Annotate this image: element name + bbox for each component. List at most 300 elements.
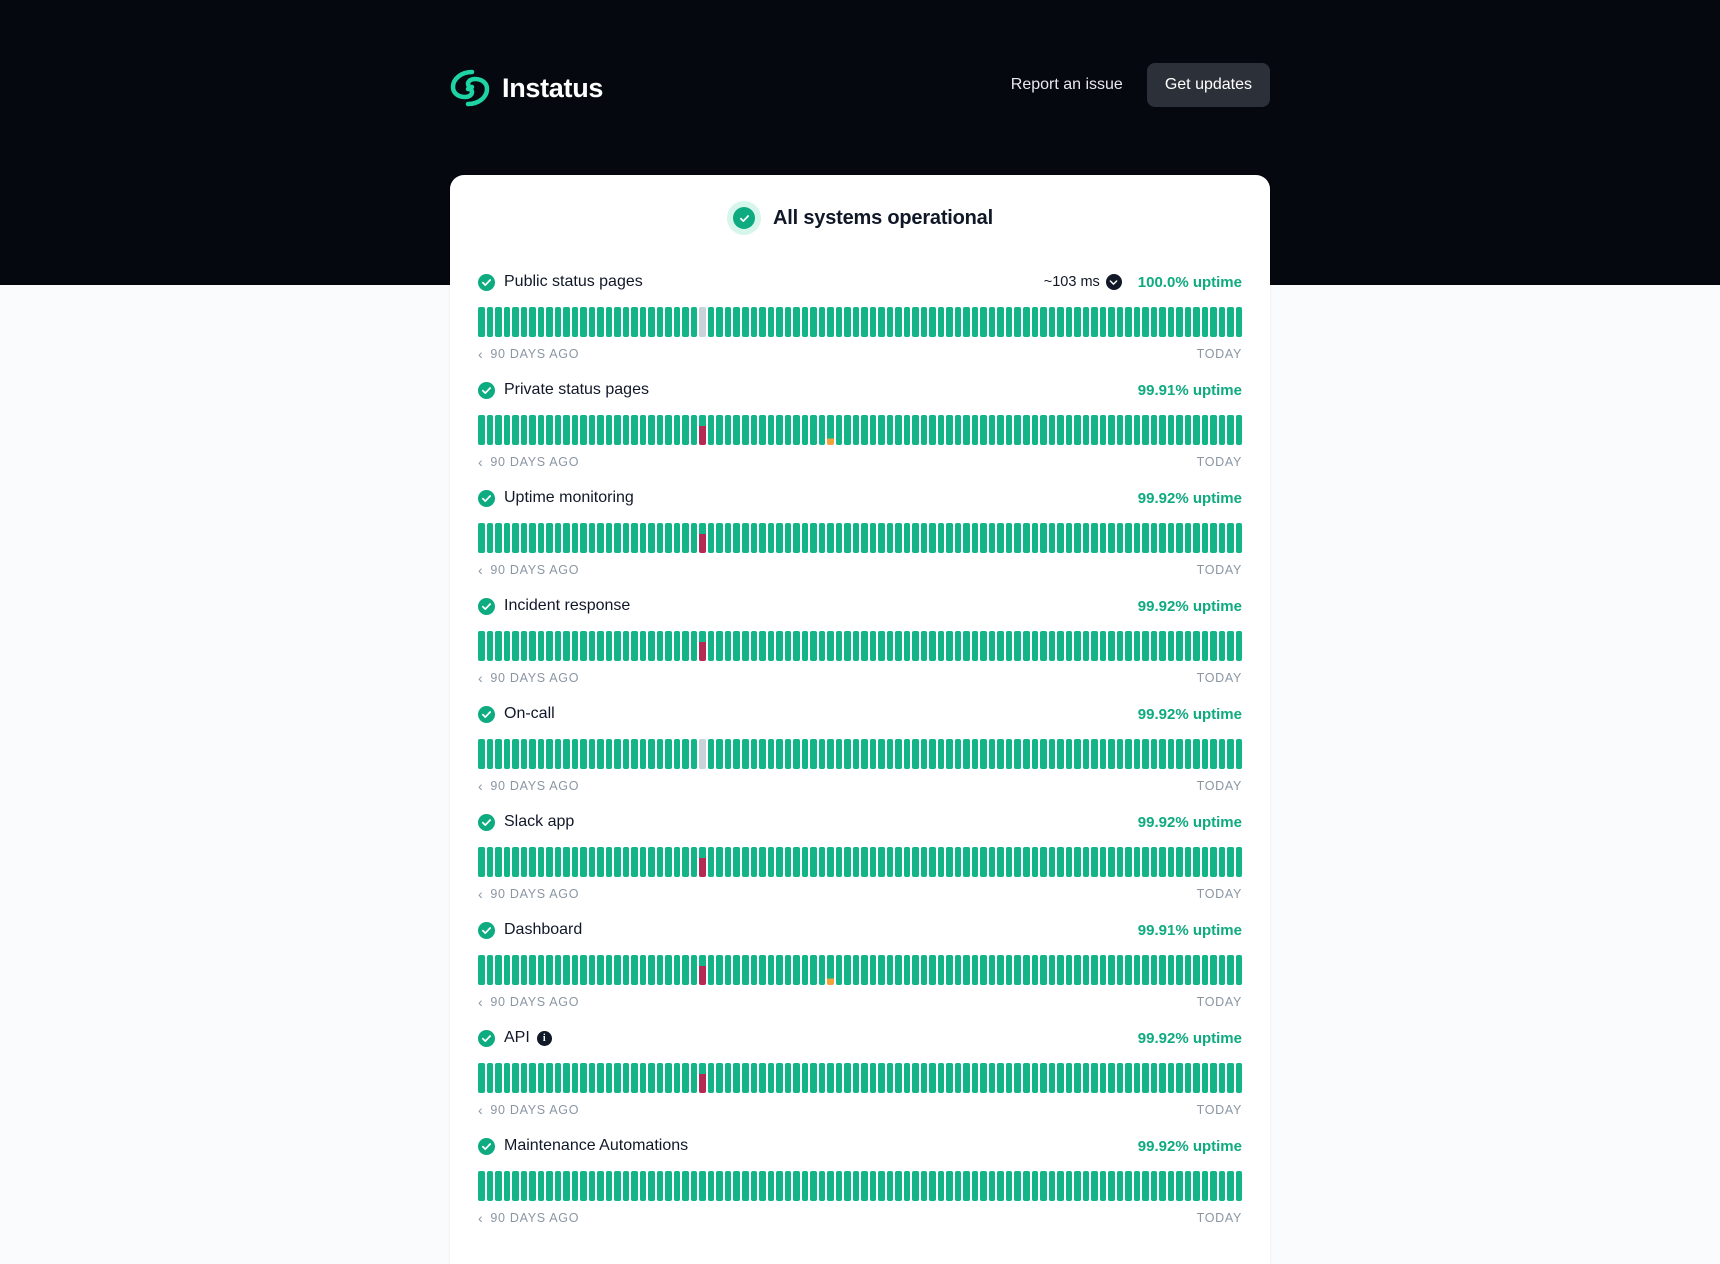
uptime-bar[interactable] — [1057, 955, 1064, 985]
uptime-bar[interactable] — [776, 523, 783, 553]
uptime-bar[interactable] — [819, 955, 826, 985]
uptime-bar[interactable] — [759, 1063, 766, 1093]
uptime-bar[interactable] — [1032, 1063, 1039, 1093]
uptime-bar[interactable] — [751, 1063, 758, 1093]
uptime-bar[interactable] — [751, 1171, 758, 1201]
uptime-bar[interactable] — [1125, 1063, 1132, 1093]
uptime-bar[interactable] — [1117, 307, 1124, 337]
uptime-bar[interactable] — [1032, 847, 1039, 877]
uptime-bar[interactable] — [861, 955, 868, 985]
uptime-bar[interactable] — [589, 847, 596, 877]
uptime-bar[interactable] — [819, 523, 826, 553]
uptime-bar[interactable] — [478, 1171, 485, 1201]
uptime-bar[interactable] — [1057, 847, 1064, 877]
uptime-bar[interactable] — [1057, 307, 1064, 337]
uptime-bar[interactable] — [614, 415, 621, 445]
uptime-bar[interactable] — [1091, 1171, 1098, 1201]
uptime-bar[interactable] — [1100, 1171, 1107, 1201]
uptime-bar[interactable] — [538, 1063, 545, 1093]
uptime-bar[interactable] — [1032, 415, 1039, 445]
uptime-bar[interactable] — [938, 955, 945, 985]
uptime-bar[interactable] — [1193, 955, 1200, 985]
uptime-bar[interactable] — [742, 631, 749, 661]
uptime-bar[interactable] — [648, 1171, 655, 1201]
uptime-bar[interactable] — [1193, 415, 1200, 445]
uptime-bar[interactable] — [1227, 739, 1234, 769]
uptime-bar[interactable] — [1151, 847, 1158, 877]
uptime-bar[interactable] — [495, 739, 502, 769]
uptime-bar[interactable] — [1159, 739, 1166, 769]
uptime-bar[interactable] — [674, 415, 681, 445]
uptime-bar[interactable] — [487, 631, 494, 661]
uptime-bar[interactable] — [938, 847, 945, 877]
uptime-bar[interactable] — [699, 955, 706, 985]
uptime-bar[interactable] — [810, 415, 817, 445]
uptime-bar[interactable] — [980, 955, 987, 985]
uptime-bar[interactable] — [1074, 415, 1081, 445]
uptime-bar[interactable] — [529, 631, 536, 661]
uptime-bar[interactable] — [912, 1063, 919, 1093]
uptime-bar[interactable] — [751, 631, 758, 661]
uptime-bar[interactable] — [997, 739, 1004, 769]
uptime-bar[interactable] — [878, 415, 885, 445]
uptime-bar[interactable] — [487, 739, 494, 769]
uptime-bar[interactable] — [495, 631, 502, 661]
uptime-bar[interactable] — [989, 631, 996, 661]
uptime-bar[interactable] — [853, 847, 860, 877]
uptime-bar[interactable] — [972, 1171, 979, 1201]
uptime-bar[interactable] — [1117, 847, 1124, 877]
uptime-bar[interactable] — [1159, 955, 1166, 985]
uptime-bar[interactable] — [648, 847, 655, 877]
uptime-bar[interactable] — [980, 415, 987, 445]
uptime-bar[interactable] — [1142, 307, 1149, 337]
uptime-bar[interactable] — [810, 631, 817, 661]
uptime-bar[interactable] — [682, 739, 689, 769]
chevron-left-icon[interactable]: ‹ — [478, 454, 484, 470]
uptime-bar[interactable] — [1176, 847, 1183, 877]
uptime-bar[interactable] — [844, 523, 851, 553]
uptime-bar[interactable] — [606, 955, 613, 985]
uptime-bar[interactable] — [742, 307, 749, 337]
uptime-bar[interactable] — [819, 847, 826, 877]
uptime-bar[interactable] — [963, 307, 970, 337]
uptime-bar[interactable] — [1014, 739, 1021, 769]
uptime-bar[interactable] — [1014, 307, 1021, 337]
uptime-bar[interactable] — [648, 631, 655, 661]
uptime-bar[interactable] — [742, 847, 749, 877]
uptime-bar[interactable] — [1014, 631, 1021, 661]
uptime-bar[interactable] — [1091, 307, 1098, 337]
uptime-bar[interactable] — [555, 631, 562, 661]
uptime-bar[interactable] — [1066, 631, 1073, 661]
uptime-bar[interactable] — [1074, 307, 1081, 337]
uptime-bar[interactable] — [716, 847, 723, 877]
uptime-bar[interactable] — [1168, 847, 1175, 877]
uptime-bar[interactable] — [1202, 523, 1209, 553]
uptime-bar[interactable] — [1049, 847, 1056, 877]
uptime-bar[interactable] — [776, 847, 783, 877]
uptime-bar[interactable] — [887, 739, 894, 769]
uptime-bar[interactable] — [674, 631, 681, 661]
uptime-bar[interactable] — [878, 307, 885, 337]
uptime-bar[interactable] — [631, 631, 638, 661]
uptime-bar[interactable] — [699, 1063, 706, 1093]
uptime-bar[interactable] — [997, 1171, 1004, 1201]
uptime-bar[interactable] — [921, 415, 928, 445]
uptime-bar[interactable] — [785, 847, 792, 877]
uptime-bar[interactable] — [614, 1171, 621, 1201]
uptime-bar[interactable] — [648, 1063, 655, 1093]
chevron-down-icon[interactable] — [1106, 274, 1122, 290]
uptime-bar[interactable] — [861, 1171, 868, 1201]
uptime-bar[interactable] — [878, 523, 885, 553]
uptime-bar[interactable] — [1074, 523, 1081, 553]
uptime-bar[interactable] — [665, 1063, 672, 1093]
uptime-bar[interactable] — [793, 307, 800, 337]
uptime-bar[interactable] — [946, 739, 953, 769]
uptime-bar[interactable] — [1023, 631, 1030, 661]
uptime-bar[interactable] — [538, 1171, 545, 1201]
uptime-bar[interactable] — [1023, 415, 1030, 445]
uptime-bar[interactable] — [1100, 415, 1107, 445]
uptime-bar[interactable] — [980, 523, 987, 553]
uptime-bar[interactable] — [1117, 415, 1124, 445]
uptime-bar[interactable] — [810, 523, 817, 553]
uptime-bar[interactable] — [1134, 523, 1141, 553]
uptime-bar[interactable] — [904, 523, 911, 553]
uptime-bar[interactable] — [861, 847, 868, 877]
uptime-bar[interactable] — [802, 1063, 809, 1093]
uptime-bar[interactable] — [1151, 1171, 1158, 1201]
uptime-bar[interactable] — [657, 307, 664, 337]
uptime-bar[interactable] — [802, 739, 809, 769]
uptime-bar[interactable] — [912, 955, 919, 985]
uptime-bar[interactable] — [972, 955, 979, 985]
uptime-bar[interactable] — [716, 739, 723, 769]
uptime-bar[interactable] — [1227, 631, 1234, 661]
uptime-bar[interactable] — [640, 847, 647, 877]
uptime-bar[interactable] — [1117, 631, 1124, 661]
uptime-bar[interactable] — [504, 307, 511, 337]
uptime-bar[interactable] — [955, 631, 962, 661]
uptime-bar[interactable] — [785, 955, 792, 985]
uptime-bar[interactable] — [980, 1171, 987, 1201]
uptime-bar[interactable] — [1159, 523, 1166, 553]
uptime-bar[interactable] — [1023, 1063, 1030, 1093]
uptime-bar[interactable] — [844, 1063, 851, 1093]
uptime-bar[interactable] — [751, 415, 758, 445]
uptime-bar[interactable] — [580, 415, 587, 445]
uptime-bar[interactable] — [1202, 1171, 1209, 1201]
uptime-bar[interactable] — [751, 523, 758, 553]
uptime-bar[interactable] — [631, 1063, 638, 1093]
uptime-bar[interactable] — [827, 415, 834, 445]
uptime-bar[interactable] — [691, 1063, 698, 1093]
uptime-bar[interactable] — [478, 1063, 485, 1093]
uptime-bar[interactable] — [759, 631, 766, 661]
uptime-bar[interactable] — [1049, 1171, 1056, 1201]
uptime-bar[interactable] — [887, 847, 894, 877]
uptime-bar[interactable] — [929, 847, 936, 877]
uptime-bar[interactable] — [623, 955, 630, 985]
uptime-bar[interactable] — [1159, 631, 1166, 661]
uptime-bar[interactable] — [887, 955, 894, 985]
uptime-bar[interactable] — [802, 1171, 809, 1201]
uptime-bar[interactable] — [895, 1171, 902, 1201]
uptime-bar[interactable] — [665, 739, 672, 769]
uptime-bar[interactable] — [1006, 307, 1013, 337]
uptime-bar[interactable] — [1193, 739, 1200, 769]
uptime-bar[interactable] — [725, 1063, 732, 1093]
uptime-bar[interactable] — [759, 415, 766, 445]
uptime-bar[interactable] — [725, 307, 732, 337]
uptime-bar[interactable] — [495, 307, 502, 337]
uptime-bar[interactable] — [1066, 847, 1073, 877]
uptime-bar[interactable] — [725, 415, 732, 445]
uptime-bar[interactable] — [1091, 1063, 1098, 1093]
chevron-left-icon[interactable]: ‹ — [478, 346, 484, 362]
uptime-bar[interactable] — [478, 955, 485, 985]
uptime-bar[interactable] — [768, 955, 775, 985]
uptime-bar[interactable] — [1074, 847, 1081, 877]
uptime-bar[interactable] — [861, 631, 868, 661]
uptime-bar[interactable] — [836, 631, 843, 661]
uptime-bar[interactable] — [691, 415, 698, 445]
uptime-bar[interactable] — [1049, 631, 1056, 661]
uptime-bar[interactable] — [1057, 1063, 1064, 1093]
uptime-bar[interactable] — [870, 847, 877, 877]
uptime-bar[interactable] — [699, 523, 706, 553]
uptime-bar[interactable] — [1014, 955, 1021, 985]
uptime-bar[interactable] — [487, 847, 494, 877]
uptime-bar[interactable] — [1151, 1063, 1158, 1093]
uptime-bar[interactable] — [972, 1063, 979, 1093]
uptime-bar[interactable] — [512, 415, 519, 445]
uptime-bar[interactable] — [1176, 955, 1183, 985]
uptime-bar[interactable] — [572, 955, 579, 985]
uptime-bar[interactable] — [1108, 523, 1115, 553]
uptime-bar[interactable] — [1125, 955, 1132, 985]
uptime-bar[interactable] — [870, 415, 877, 445]
uptime-bar[interactable] — [1006, 1171, 1013, 1201]
uptime-bar[interactable] — [1108, 415, 1115, 445]
uptime-bar[interactable] — [708, 1063, 715, 1093]
uptime-bar[interactable] — [1057, 523, 1064, 553]
uptime-bar[interactable] — [1040, 415, 1047, 445]
uptime-bar[interactable] — [1083, 1171, 1090, 1201]
uptime-bar[interactable] — [1040, 631, 1047, 661]
uptime-bar[interactable] — [768, 1171, 775, 1201]
uptime-bar[interactable] — [904, 847, 911, 877]
uptime-bar[interactable] — [699, 1171, 706, 1201]
uptime-bar[interactable] — [546, 1171, 553, 1201]
uptime-bar[interactable] — [1134, 1171, 1141, 1201]
uptime-bar[interactable] — [844, 415, 851, 445]
uptime-bar[interactable] — [1023, 955, 1030, 985]
uptime-bar[interactable] — [827, 1063, 834, 1093]
uptime-bar[interactable] — [1227, 847, 1234, 877]
uptime-bar[interactable] — [665, 1171, 672, 1201]
uptime-bar[interactable] — [878, 631, 885, 661]
uptime-bar[interactable] — [640, 631, 647, 661]
uptime-bar[interactable] — [504, 739, 511, 769]
uptime-bar[interactable] — [870, 955, 877, 985]
uptime-bar[interactable] — [1236, 847, 1243, 877]
uptime-bar[interactable] — [631, 739, 638, 769]
uptime-bar[interactable] — [759, 955, 766, 985]
uptime-bar[interactable] — [793, 739, 800, 769]
uptime-bar[interactable] — [989, 307, 996, 337]
uptime-bar[interactable] — [487, 307, 494, 337]
uptime-bar[interactable] — [1125, 307, 1132, 337]
uptime-bar[interactable] — [819, 739, 826, 769]
uptime-bar[interactable] — [768, 631, 775, 661]
uptime-bar[interactable] — [1168, 1171, 1175, 1201]
uptime-bar[interactable] — [1032, 307, 1039, 337]
uptime-bar[interactable] — [1193, 1063, 1200, 1093]
uptime-bar[interactable] — [1108, 1063, 1115, 1093]
uptime-bar[interactable] — [810, 847, 817, 877]
uptime-bar[interactable] — [699, 739, 706, 769]
uptime-bar[interactable] — [1091, 415, 1098, 445]
uptime-bar[interactable] — [1023, 739, 1030, 769]
uptime-bar[interactable] — [1219, 847, 1226, 877]
chevron-left-icon[interactable]: ‹ — [478, 1210, 484, 1226]
uptime-bar[interactable] — [521, 631, 528, 661]
uptime-bar[interactable] — [1236, 631, 1243, 661]
uptime-bar[interactable] — [963, 631, 970, 661]
uptime-bar[interactable] — [1193, 1171, 1200, 1201]
uptime-bar[interactable] — [1236, 523, 1243, 553]
uptime-bar[interactable] — [1049, 1063, 1056, 1093]
uptime-bar[interactable] — [946, 1171, 953, 1201]
uptime-bar[interactable] — [963, 739, 970, 769]
uptime-bar[interactable] — [785, 523, 792, 553]
uptime-bar[interactable] — [921, 847, 928, 877]
uptime-bar[interactable] — [955, 1063, 962, 1093]
uptime-bar[interactable] — [1151, 307, 1158, 337]
uptime-bar[interactable] — [691, 739, 698, 769]
uptime-bar[interactable] — [580, 1171, 587, 1201]
uptime-bar[interactable] — [1134, 631, 1141, 661]
uptime-bar[interactable] — [733, 523, 740, 553]
uptime-bar[interactable] — [1227, 415, 1234, 445]
uptime-bar[interactable] — [614, 523, 621, 553]
uptime-bar[interactable] — [725, 955, 732, 985]
uptime-bar[interactable] — [912, 631, 919, 661]
chevron-left-icon[interactable]: ‹ — [478, 886, 484, 902]
uptime-bar[interactable] — [938, 307, 945, 337]
uptime-bar[interactable] — [861, 739, 868, 769]
uptime-bar[interactable] — [1227, 523, 1234, 553]
uptime-bar[interactable] — [1032, 523, 1039, 553]
uptime-bar[interactable] — [793, 1063, 800, 1093]
uptime-bar[interactable] — [691, 307, 698, 337]
uptime-bar[interactable] — [972, 307, 979, 337]
uptime-bar[interactable] — [623, 523, 630, 553]
uptime-bar[interactable] — [1049, 523, 1056, 553]
uptime-bar[interactable] — [921, 1171, 928, 1201]
uptime-bar[interactable] — [521, 955, 528, 985]
uptime-bar[interactable] — [699, 847, 706, 877]
uptime-bar[interactable] — [563, 631, 570, 661]
uptime-bar[interactable] — [946, 307, 953, 337]
uptime-bar[interactable] — [963, 415, 970, 445]
uptime-bar[interactable] — [887, 1171, 894, 1201]
uptime-bar[interactable] — [606, 307, 613, 337]
uptime-bar[interactable] — [929, 631, 936, 661]
uptime-bar[interactable] — [521, 307, 528, 337]
uptime-bar[interactable] — [495, 1171, 502, 1201]
uptime-bar[interactable] — [1151, 631, 1158, 661]
uptime-bar[interactable] — [768, 415, 775, 445]
uptime-bar[interactable] — [699, 307, 706, 337]
uptime-bar[interactable] — [912, 847, 919, 877]
uptime-bar[interactable] — [785, 307, 792, 337]
uptime-bar[interactable] — [478, 523, 485, 553]
uptime-bar[interactable] — [674, 739, 681, 769]
uptime-bar[interactable] — [1125, 1171, 1132, 1201]
uptime-bar[interactable] — [1125, 415, 1132, 445]
uptime-bar[interactable] — [980, 631, 987, 661]
uptime-bar[interactable] — [861, 523, 868, 553]
uptime-bar[interactable] — [725, 523, 732, 553]
uptime-bar[interactable] — [614, 847, 621, 877]
uptime-bar[interactable] — [759, 307, 766, 337]
uptime-bar[interactable] — [580, 523, 587, 553]
uptime-bar[interactable] — [1134, 739, 1141, 769]
uptime-bar[interactable] — [495, 847, 502, 877]
uptime-bar[interactable] — [955, 307, 962, 337]
uptime-bar[interactable] — [521, 847, 528, 877]
uptime-bar[interactable] — [716, 631, 723, 661]
uptime-bar[interactable] — [768, 1063, 775, 1093]
uptime-bar[interactable] — [1185, 847, 1192, 877]
uptime-bar[interactable] — [538, 523, 545, 553]
uptime-bar[interactable] — [555, 1063, 562, 1093]
uptime-bar[interactable] — [1134, 955, 1141, 985]
get-updates-button[interactable]: Get updates — [1147, 63, 1270, 107]
uptime-bar[interactable] — [1142, 523, 1149, 553]
uptime-bar[interactable] — [1159, 1063, 1166, 1093]
uptime-bar[interactable] — [1176, 1063, 1183, 1093]
uptime-bar[interactable] — [682, 1171, 689, 1201]
uptime-bar[interactable] — [1057, 631, 1064, 661]
uptime-bar[interactable] — [827, 955, 834, 985]
uptime-bar[interactable] — [844, 739, 851, 769]
uptime-bar[interactable] — [844, 1171, 851, 1201]
uptime-bar[interactable] — [980, 847, 987, 877]
uptime-bar[interactable] — [963, 1171, 970, 1201]
uptime-bar[interactable] — [1219, 739, 1226, 769]
uptime-bar[interactable] — [674, 955, 681, 985]
uptime-bar[interactable] — [836, 847, 843, 877]
uptime-bar[interactable] — [512, 955, 519, 985]
uptime-bar[interactable] — [1117, 955, 1124, 985]
uptime-bar[interactable] — [504, 847, 511, 877]
uptime-bar[interactable] — [870, 1171, 877, 1201]
uptime-bar[interactable] — [1176, 631, 1183, 661]
uptime-bar[interactable] — [870, 739, 877, 769]
uptime-bar[interactable] — [1159, 1171, 1166, 1201]
uptime-bar[interactable] — [1134, 847, 1141, 877]
uptime-bar[interactable] — [895, 847, 902, 877]
uptime-bar[interactable] — [895, 739, 902, 769]
uptime-bar[interactable] — [1091, 955, 1098, 985]
uptime-bar[interactable] — [614, 1063, 621, 1093]
uptime-bar[interactable] — [946, 955, 953, 985]
